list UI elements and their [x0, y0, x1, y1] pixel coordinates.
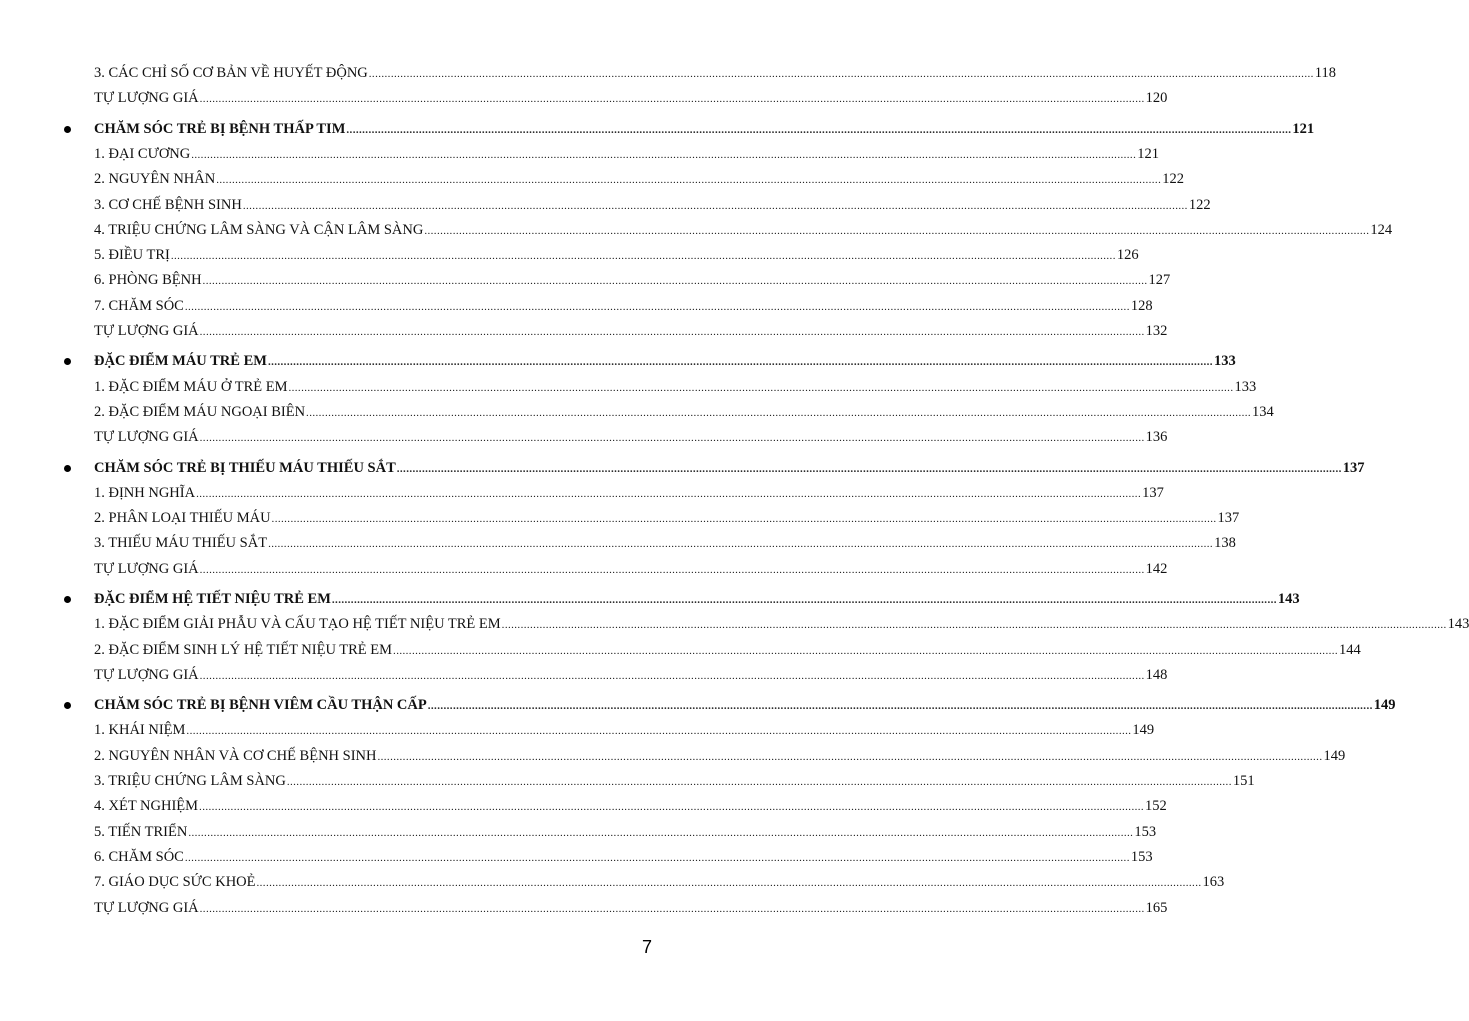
- toc-entry: [94, 639, 1361, 661]
- toc-entry-page: 126: [1116, 247, 1139, 263]
- toc-entry-page: 153: [1134, 824, 1157, 840]
- toc-entry-page: 133: [1213, 353, 1236, 369]
- toc-entry: [94, 871, 1225, 893]
- toc-entry-page: 149: [1323, 748, 1346, 764]
- toc-entry: [94, 719, 1155, 741]
- toc-entry: [94, 507, 1240, 529]
- toc-entry-page: 118: [1314, 65, 1336, 81]
- toc-entry-page: 144: [1339, 642, 1361, 658]
- toc-entry: [94, 795, 1167, 817]
- toc-entry: [94, 376, 1257, 398]
- toc-leader-dots: ............................................................................................................................................................................................................................................................................................................: [396, 463, 1342, 475]
- toc-leader-dots: ............................................................................................................................................................................................................................................................................................................: [199, 801, 1145, 813]
- toc-entry-title: CHĂM SÓC TRẺ BỊ BỆNH THẤP TIM: [94, 121, 346, 137]
- toc-entry-title: TỰ LƯỢNG GIÁ: [94, 900, 199, 916]
- toc-entry: [94, 664, 1168, 686]
- toc-entry-title: TỰ LƯỢNG GIÁ: [94, 90, 199, 106]
- toc-entry-page: 149: [1373, 697, 1396, 713]
- toc-entry-page: 127: [1148, 272, 1171, 288]
- toc-leader-dots: ............................................................................................................................................................................................................................................................................................................: [267, 356, 1213, 368]
- toc-leader-dots: ............................................................................................................................................................................................................................................................................................................: [196, 488, 1142, 500]
- toc-leader-dots: ............................................................................................................................................................................................................................................................................................................: [424, 225, 1370, 237]
- toc-leader-dots: ............................................................................................................................................................................................................................................................................................................: [199, 903, 1145, 915]
- toc-entry-title: 1. ĐỊNH NGHĨA: [94, 485, 196, 501]
- toc-entry-title: 1. ĐẠI CƯƠNG: [94, 146, 191, 162]
- toc-leader-dots: ............................................................................................................................................................................................................................................................................................................: [216, 174, 1162, 186]
- toc-entry-page: 152: [1145, 798, 1167, 814]
- toc-leader-dots: ............................................................................................................................................................................................................................................................................................................: [184, 301, 1130, 313]
- toc-entry-page: 122: [1188, 197, 1211, 213]
- toc-entry-title: 2. ĐẶC ĐIỂM SINH LÝ HỆ TIẾT NIỆU TRẺ EM: [94, 642, 393, 658]
- toc-entry-title: 6. PHÒNG BỆNH: [94, 272, 202, 288]
- toc-section-heading: [94, 118, 1315, 140]
- toc-entry-title: 3. TRIỆU CHỨNG LÂM SÀNG: [94, 773, 286, 789]
- toc-entry-title: ĐẶC ĐIỂM MÁU TRẺ EM: [94, 353, 267, 369]
- toc-entry-title: TỰ LƯỢNG GIÁ: [94, 667, 199, 683]
- toc-entry-title: 2. NGUYÊN NHÂN VÀ CƠ CHẾ BỆNH SINH: [94, 748, 377, 764]
- toc-leader-dots: ............................................................................................................................................................................................................................................................................................................: [501, 619, 1447, 631]
- toc-entry: [94, 168, 1184, 190]
- toc-leader-dots: ............................................................................................................................................................................................................................................................................................................: [199, 564, 1145, 576]
- bullet-icon: [64, 126, 71, 133]
- toc-entry-page: 151: [1232, 773, 1255, 789]
- toc-entry: [94, 62, 1336, 84]
- toc-entry-title: 1. KHÁI NIỆM: [94, 722, 186, 738]
- toc-entry-title: 2. PHÂN LOẠI THIẾU MÁU: [94, 510, 271, 526]
- toc-entry: [94, 87, 1168, 109]
- toc-leader-dots: ............................................................................................................................................................................................................................................................................................................: [346, 124, 1292, 136]
- toc-entry-title: 1. ĐẶC ĐIỂM GIẢI PHẪU VÀ CẤU TẠO HỆ TIẾT NIỆU TRẺ EM: [94, 616, 501, 632]
- toc-leader-dots: ............................................................................................................................................................................................................................................................................................................: [242, 200, 1188, 212]
- toc-entry-title: 3. CÁC CHỈ SỐ CƠ BẢN VỀ HUYẾT ĐỘNG: [94, 65, 368, 81]
- page-number: 7: [641, 937, 652, 957]
- toc-entry: [94, 745, 1346, 767]
- toc-entry: [94, 401, 1274, 423]
- toc-leader-dots: ............................................................................................................................................................................................................................................................................................................: [331, 594, 1277, 606]
- toc-entry: [94, 320, 1168, 342]
- bullet-icon: [64, 465, 71, 472]
- toc-entry-title: 4. XÉT NGHIỆM: [94, 798, 199, 814]
- toc-leader-dots: ............................................................................................................................................................................................................................................................................................................: [271, 513, 1217, 525]
- toc-entry-page: 138: [1214, 535, 1236, 551]
- toc-entry: [94, 269, 1171, 291]
- toc-entry-page: 121: [1137, 146, 1159, 162]
- toc-entry-title: TỰ LƯỢNG GIÁ: [94, 561, 199, 577]
- bullet-icon: [64, 702, 71, 709]
- toc-entry-page: 163: [1202, 874, 1225, 890]
- toc-entry-page: 136: [1145, 429, 1168, 445]
- toc-entry-page: 153: [1130, 849, 1153, 865]
- toc-entry-page: 143: [1277, 591, 1300, 607]
- toc-entry-title: TỰ LƯỢNG GIÁ: [94, 323, 199, 339]
- toc-leader-dots: ............................................................................................................................................................................................................................................................................................................: [202, 275, 1148, 287]
- toc-entry: [94, 846, 1153, 868]
- toc-entry-title: 3. THIẾU MÁU THIẾU SẮT: [94, 535, 268, 551]
- toc-leader-dots: ............................................................................................................................................................................................................................................................................................................: [170, 250, 1116, 262]
- toc-entry-title: 6. CHĂM SÓC: [94, 849, 184, 865]
- toc-leader-dots: ............................................................................................................................................................................................................................................................................................................: [377, 751, 1323, 763]
- toc-entry: [94, 143, 1159, 165]
- toc-entry-page: 142: [1145, 561, 1168, 577]
- toc-entry-title: 7. CHĂM SÓC: [94, 298, 184, 314]
- toc-leader-dots: ............................................................................................................................................................................................................................................................................................................: [191, 149, 1137, 161]
- toc-leader-dots: ............................................................................................................................................................................................................................................................................................................: [188, 827, 1134, 839]
- toc-leader-dots: ............................................................................................................................................................................................................................................................................................................: [393, 645, 1339, 657]
- toc-leader-dots: ............................................................................................................................................................................................................................................................................................................: [288, 382, 1234, 394]
- bullet-icon: [64, 358, 71, 365]
- toc-entry: [94, 295, 1153, 317]
- toc-section-heading: [94, 457, 1365, 479]
- toc-entry-title: 3. CƠ CHẾ BỆNH SINH: [94, 197, 242, 213]
- toc-entry-title: 2. ĐẶC ĐIỂM MÁU NGOẠI BIÊN: [94, 404, 306, 420]
- toc-leader-dots: ............................................................................................................................................................................................................................................................................................................: [199, 326, 1145, 338]
- toc-entry-page: 149: [1132, 722, 1155, 738]
- toc-leader-dots: ............................................................................................................................................................................................................................................................................................................: [268, 538, 1214, 550]
- toc-entry-page: 122: [1162, 171, 1184, 187]
- toc-leader-dots: ............................................................................................................................................................................................................................................................................................................: [306, 407, 1252, 419]
- toc-section-heading: [94, 694, 1396, 716]
- toc-section-heading: [94, 350, 1236, 372]
- toc-leader-dots: ............................................................................................................................................................................................................................................................................................................: [186, 725, 1132, 737]
- toc-entry-page: 137: [1142, 485, 1164, 501]
- toc-entry-title: ĐẶC ĐIỂM HỆ TIẾT NIỆU TRẺ EM: [94, 591, 331, 607]
- toc-entry-page: 120: [1145, 90, 1168, 106]
- toc-leader-dots: ............................................................................................................................................................................................................................................................................................................: [427, 700, 1373, 712]
- bullet-icon: [64, 596, 71, 603]
- toc-entry: [94, 244, 1139, 266]
- toc-entry-page: 124: [1370, 222, 1393, 238]
- toc-entry: [94, 482, 1164, 504]
- toc-leader-dots: ............................................................................................................................................................................................................................................................................................................: [184, 852, 1130, 864]
- toc-entry-page: 128: [1130, 298, 1153, 314]
- toc-entry-title: 5. TIẾN TRIỂN: [94, 824, 188, 840]
- toc-entry-page: 133: [1234, 379, 1257, 395]
- toc-entry: [94, 219, 1393, 241]
- toc-leader-dots: ............................................................................................................................................................................................................................................................................................................: [368, 68, 1314, 80]
- toc-entry: [94, 558, 1168, 580]
- toc-entry-page: 143: [1447, 616, 1469, 632]
- toc-entry: [94, 770, 1255, 792]
- toc-entry-page: 137: [1217, 510, 1240, 526]
- toc-entry: [94, 426, 1168, 448]
- toc-entry-page: 132: [1145, 323, 1168, 339]
- toc-entry-title: TỰ LƯỢNG GIÁ: [94, 429, 199, 445]
- toc-entry-page: 137: [1342, 460, 1365, 476]
- toc-entry-title: 5. ĐIỀU TRỊ: [94, 247, 170, 263]
- toc-entry-title: 7. GIÁO DỤC SỨC KHOẺ: [94, 874, 256, 890]
- toc-leader-dots: ............................................................................................................................................................................................................................................................................................................: [199, 432, 1145, 444]
- toc-entry-page: 165: [1145, 900, 1168, 916]
- toc-entry-page: 121: [1292, 121, 1315, 137]
- toc-entry-title: CHĂM SÓC TRẺ BỊ BỆNH VIÊM CẦU THẬN CẤP: [94, 697, 427, 713]
- toc-entry: [94, 821, 1157, 843]
- toc-leader-dots: ............................................................................................................................................................................................................................................................................................................: [199, 93, 1145, 105]
- toc-entry: [94, 613, 1469, 635]
- toc-entry: [94, 897, 1168, 919]
- toc-entry-title: CHĂM SÓC TRẺ BỊ THIẾU MÁU THIẾU SẮT: [94, 460, 396, 476]
- toc-entry: [94, 532, 1236, 554]
- toc-entry-title: 2. NGUYÊN NHÂN: [94, 171, 216, 187]
- toc-entry-title: 4. TRIỆU CHỨNG LÂM SÀNG VÀ CẬN LÂM SÀNG: [94, 222, 424, 238]
- toc-leader-dots: ............................................................................................................................................................................................................................................................................................................: [256, 877, 1202, 889]
- toc-entry-page: 148: [1145, 667, 1168, 683]
- toc-section-heading: [94, 588, 1300, 610]
- toc-entry: [94, 194, 1211, 216]
- toc-leader-dots: ............................................................................................................................................................................................................................................................................................................: [286, 776, 1232, 788]
- toc-entry-title: 1. ĐẶC ĐIỂM MÁU Ở TRẺ EM: [94, 379, 288, 395]
- toc-leader-dots: ............................................................................................................................................................................................................................................................................................................: [199, 670, 1145, 682]
- toc-entry-page: 134: [1252, 404, 1274, 420]
